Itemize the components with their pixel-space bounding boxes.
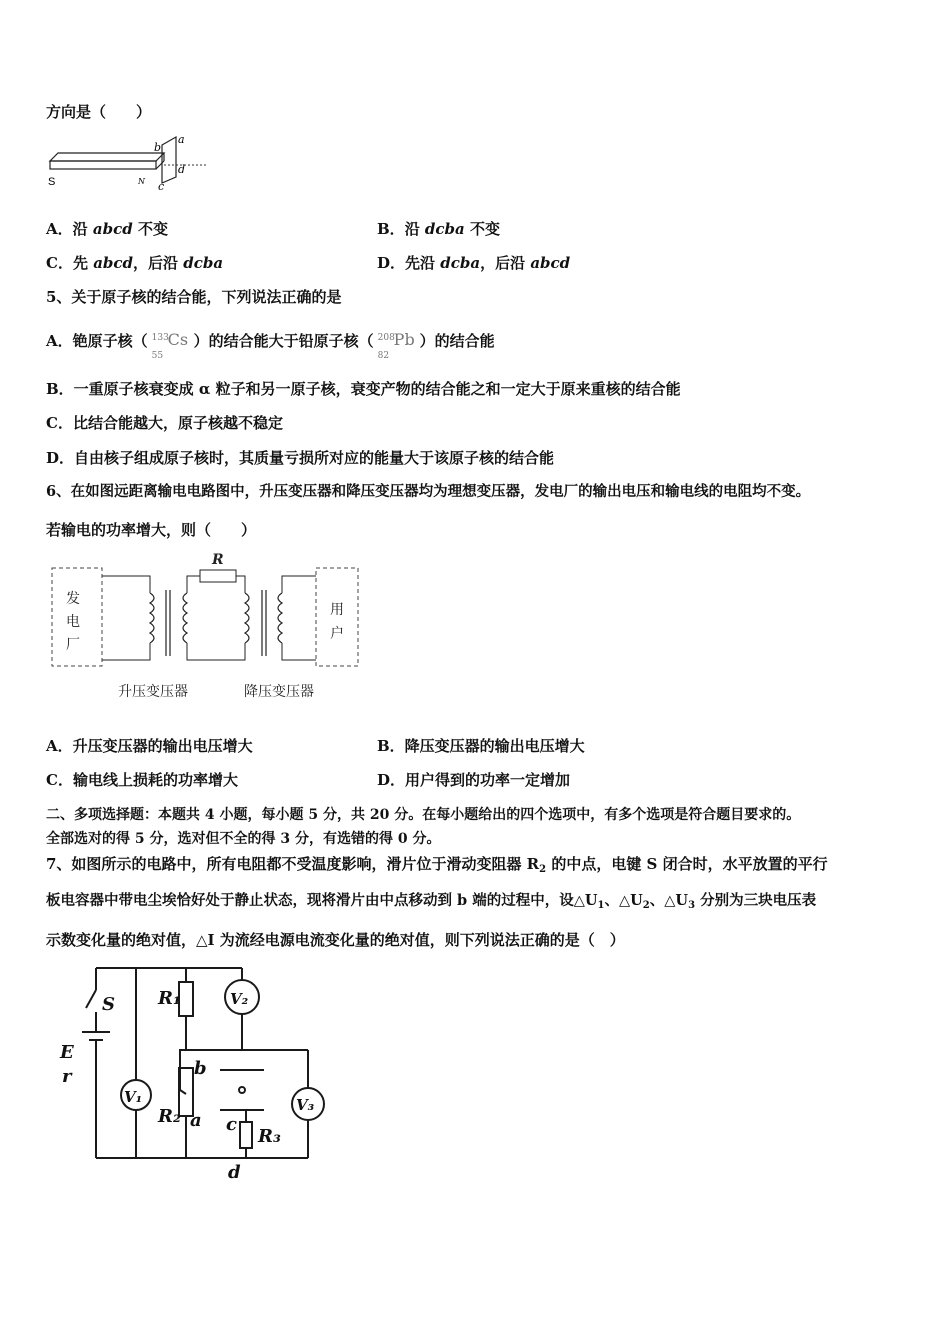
label-c: c [158, 180, 165, 191]
q5-option-d: D．自由核子组成原子核时，其质量亏损所对应的能量大于该原子核的结合能 [46, 449, 555, 467]
q6-option-d: D．用户得到的功率一定增加 [377, 771, 571, 789]
voltmeter-v2-label: V₂ [230, 990, 249, 1008]
q6-stem-line1: 6、在如图远距离输电电路图中，升压变压器和降压变压器均为理想变压器，发电厂的输出电压和输电线的电阻均不变。 [46, 483, 811, 500]
user-char-1: 用 [330, 602, 344, 618]
q4-stem-tail: 方向是（ ） [46, 103, 152, 121]
gen-char-3: 厂 [66, 637, 80, 653]
label-s: S [48, 176, 56, 188]
resistor-r1-label: R₁ [158, 988, 181, 1009]
node-b-label: b [194, 1058, 207, 1079]
q5-stem: 5、关于原子核的结合能，下列说法正确的是 [46, 288, 342, 306]
pb-nuclide: 208 82 Pb [377, 330, 415, 361]
voltmeter-v3-label: V₃ [296, 1096, 315, 1114]
label-d: d [178, 163, 186, 176]
gen-char-2: 电 [66, 614, 80, 630]
step-down-label: 降压变压器 [244, 684, 314, 700]
label-a: a [178, 133, 185, 146]
resistor-r2-label: R₂ [158, 1106, 181, 1127]
power-transmission-figure [50, 548, 365, 708]
q4-option-d: D．先沿 dcba，后沿 abcd [377, 254, 571, 272]
q6-stem-line2: 若输电的功率增大，则（ ） [46, 521, 257, 539]
resistor-r3-label: R₃ [258, 1126, 281, 1147]
q6-option-b: B．降压变压器的输出电压增大 [377, 737, 585, 755]
magnet-loop-figure [46, 133, 211, 191]
q7-stem-line2: 板电容器中带电尘埃恰好处于静止状态，现将滑片由中点移动到 b 端的过程中，设$\triangle U_1$、$\triangle U_2$、$\triangle U_3$ 分别为三块电压表 [46, 892, 817, 911]
switch-s-label: S [102, 994, 115, 1015]
q4-option-a: A．沿 abcd 不变 [46, 220, 168, 238]
q6-option-a: A．升压变压器的输出电压增大 [46, 737, 253, 755]
internal-r-label: r [62, 1066, 72, 1087]
gen-char-1: 发 [66, 591, 80, 607]
emf-e-label: E [60, 1042, 74, 1063]
resistor-r-label: R [212, 552, 224, 568]
q6-option-c: C．输电线上损耗的功率增大 [46, 771, 238, 789]
section2-heading-line2: 全部选对的得 5 分，选对但不全的得 3 分，有选错的得 0 分。 [46, 831, 441, 847]
q7-stem-line1: 7、如图所示的电路中，所有电阻都不受温度影响，滑片位于滑动变阻器 $R_2$ 的中点，电键 S 闭合时，水平放置的平行 [46, 855, 828, 875]
cs-nuclide: 133 55 Cs [151, 330, 189, 361]
q7-stem-line3: 示数变化量的绝对值，△I 为流经电源电流变化量的绝对值，则下列说法正确的是（ ） [46, 931, 625, 949]
q4-option-b: B．沿 dcba 不变 [377, 220, 500, 238]
node-a-label: a [190, 1110, 202, 1131]
node-c-label: c [226, 1114, 237, 1135]
voltmeter-v1-label: V₁ [124, 1088, 143, 1106]
node-d-label: d [228, 1162, 241, 1182]
circuit-figure [46, 960, 336, 1182]
q5-option-a: A．铯原子核（ 133 55 Cs ）的结合能大于铅原子核（ 208 82 Pb ）的结合能 [46, 326, 495, 357]
label-n: N [138, 177, 145, 186]
q5-option-b: B．一重原子核衰变成 α 粒子和另一原子核，衰变产物的结合能之和一定大于原来重核的结合能 [46, 380, 681, 398]
label-b: b [154, 141, 162, 154]
section2-heading-line1: 二、多项选择题：本题共 4 小题，每小题 5 分，共 20 分。在每小题给出的四个选项中，有多个选项是符合题目要求的。 [46, 807, 801, 823]
step-up-label: 升压变压器 [118, 684, 188, 700]
q5-option-c: C．比结合能越大，原子核越不稳定 [46, 414, 283, 432]
q4-option-c: C．先 abcd，后沿 dcba [46, 254, 224, 272]
user-char-2: 户 [330, 626, 344, 642]
